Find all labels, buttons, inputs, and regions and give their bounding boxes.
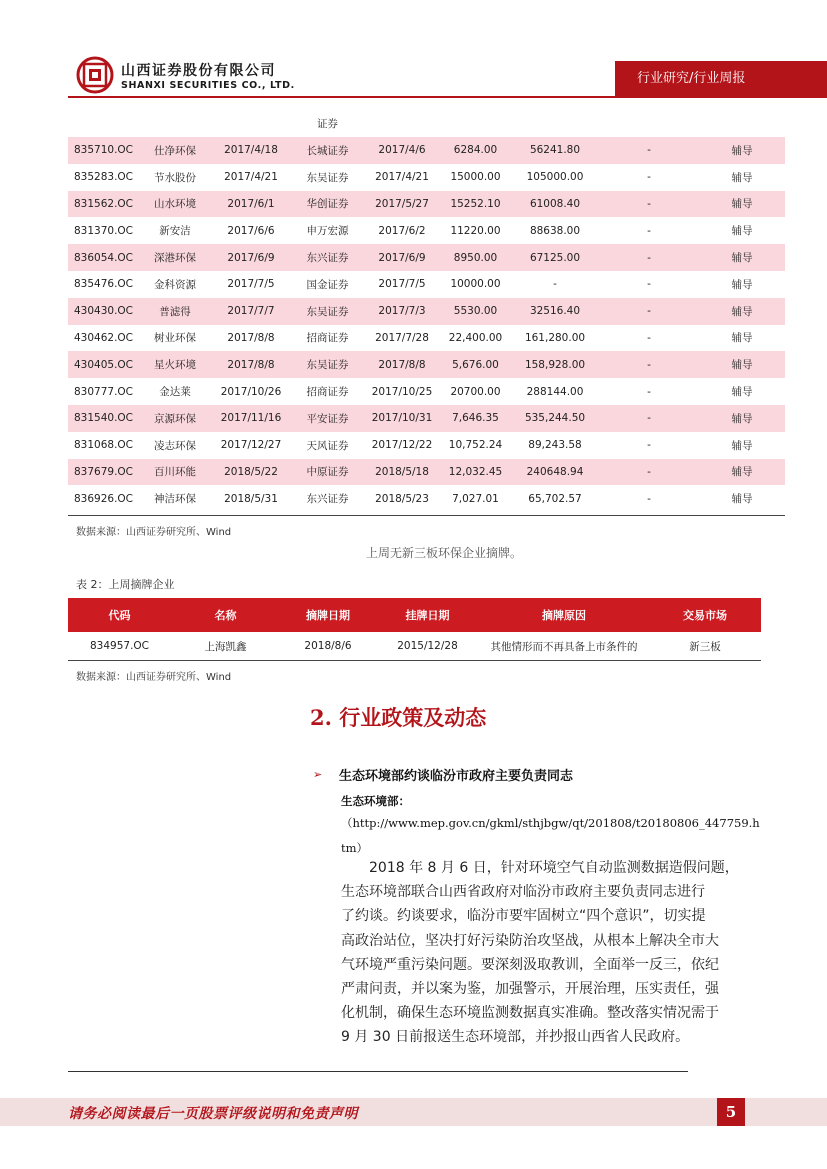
table-header-cell: 名称 (171, 598, 280, 632)
table-cell: - (647, 492, 651, 505)
table-row (68, 632, 761, 661)
table-cell: - (599, 405, 699, 432)
table-cell: 836054.OC (68, 244, 139, 271)
table-cell: 56241.80 (511, 137, 599, 164)
table-cell: 中原证券 (291, 459, 364, 486)
table-cell: 2017/7/28 (375, 331, 429, 344)
table-cell: 836926.OC (73, 492, 134, 505)
table-cell: 11220.00 (450, 224, 501, 237)
table-cell: 10,752.24 (448, 439, 503, 452)
table-row (68, 485, 785, 512)
table-cell: 837679.OC (68, 459, 139, 486)
table-cell: 67125.00 (511, 244, 599, 271)
paragraph-line: 气环境严重污染问题。要深刻汲取教训，全面举一反三，依纪 (341, 956, 719, 973)
paragraph-line: 化机制，确保生态环境监测数据真实准确。整改落实情况需于 (341, 1005, 719, 1022)
table-cell: 神洁环保 (154, 493, 196, 506)
table-row (68, 432, 785, 459)
table-cell: 831540.OC (68, 405, 139, 432)
table-row (68, 378, 785, 405)
table-cell: 2017/6/9 (211, 244, 291, 271)
table-cell: 61008.40 (511, 191, 599, 218)
table-row (68, 244, 785, 271)
delisting-note: 上周无新三板环保企业摘牌。 (366, 546, 523, 560)
table-cell: 2017/4/21 (224, 171, 278, 184)
table-cell: 830777.OC (73, 385, 134, 398)
table-cell: 2017/11/16 (211, 405, 291, 432)
table-cell: 2018/5/23 (375, 492, 429, 505)
table-cell: - (599, 137, 699, 164)
table-cell: 2017/10/26 (220, 385, 282, 398)
table-cell: 辅导 (699, 244, 785, 271)
table-cell: 430430.OC (68, 298, 139, 325)
table-cell: 凌志环保 (154, 439, 196, 452)
table-cell: 32516.40 (511, 298, 599, 325)
table-cell: 2017/6/2 (378, 224, 426, 237)
bullet-arrow-icon: ➢ (313, 768, 323, 781)
footer-divider (68, 1071, 688, 1072)
table-cell: 2017/10/31 (364, 405, 440, 432)
company-name-en: SHANXI SECURITIES CO., LTD. (121, 80, 295, 91)
table-row (68, 298, 785, 325)
table-cell: - (599, 351, 699, 378)
table-cell: - (647, 171, 651, 184)
table-cell: 22,400.00 (448, 331, 503, 344)
table-cell: 辅导 (731, 171, 753, 184)
disclaimer-text: 请务必阅读最后一页股票评级说明和免责声明 (68, 1106, 358, 1122)
table-cell: 65,702.57 (528, 492, 582, 505)
table-cell: 东吴证券 (291, 298, 364, 325)
table-cell: 星火环境 (139, 351, 211, 378)
table-cell: - (647, 224, 651, 237)
table-cell: 2018/5/22 (211, 459, 291, 486)
table-cell: 430462.OC (73, 331, 134, 344)
table-cell: 7,027.01 (452, 492, 499, 505)
table-cell: 辅导 (731, 278, 753, 291)
table-cell: 20700.00 (450, 385, 501, 398)
table-cell: 2017/7/3 (364, 298, 440, 325)
table-cell: 2017/6/9 (364, 244, 440, 271)
table-cell: 新三板 (649, 632, 761, 661)
table-cell: 东兴证券 (306, 493, 349, 506)
table-cell: 长城证券 (291, 137, 364, 164)
table-cell: 2017/8/8 (364, 351, 440, 378)
table-cell: 5,676.00 (440, 351, 511, 378)
report-type-tag: 行业研究/行业周报 (615, 61, 827, 97)
table-cell: 161,280.00 (524, 331, 586, 344)
table-cell: 6284.00 (440, 137, 511, 164)
table-cell: 东吴证券 (291, 351, 364, 378)
table-cell: - (599, 244, 699, 271)
table-row (68, 191, 785, 218)
table-row (68, 217, 785, 244)
table-cell: 辅导 (699, 351, 785, 378)
table-row (68, 325, 785, 352)
table-cell: 2017/12/27 (220, 439, 282, 452)
paragraph-line: 严肃问责，并以案为鉴，加强警示，开展治理，压实责任，强 (341, 981, 719, 998)
table-cell: - (647, 278, 651, 291)
table-cell: 百川环能 (139, 459, 211, 486)
table-cell: 15252.10 (440, 191, 511, 218)
logo-emblem-icon (76, 56, 114, 94)
table-cell: - (647, 439, 651, 452)
paragraph-line: 了约谈。约谈要求，临汾市要牢固树立“四个意识”，切实提 (341, 908, 706, 925)
table-cell: 申万宏源 (306, 225, 349, 238)
table-cell: 7,646.35 (440, 405, 511, 432)
table-cell: 831370.OC (73, 224, 134, 237)
table-cell: 辅导 (699, 459, 785, 486)
listing-table (68, 110, 785, 512)
table-cell: 普滤得 (139, 298, 211, 325)
table-cell: 10000.00 (450, 278, 501, 291)
table-cell: - (599, 459, 699, 486)
table-cell: - (647, 331, 651, 344)
paragraph-line: 生态环境部联合山西省政府对临汾市政府主要负责同志进行 (341, 884, 705, 901)
table-cell: 证券 (317, 118, 338, 130)
table-row (68, 405, 785, 432)
table-cell: - (553, 278, 557, 291)
table-header-cell: 摘牌原因 (479, 598, 649, 632)
table-cell: 2018/5/18 (364, 459, 440, 486)
table-cell: 2018/8/6 (280, 632, 376, 661)
company-logo (76, 56, 114, 94)
table-cell: - (599, 298, 699, 325)
table-cell: 山水环境 (139, 191, 211, 218)
table-cell: 树业环保 (154, 332, 196, 345)
table-cell: 2017/5/27 (364, 191, 440, 218)
table-cell: 金达莱 (159, 386, 191, 399)
table-row (68, 137, 785, 164)
table-header-cell: 代码 (68, 598, 171, 632)
table-cell: 2017/6/6 (227, 224, 275, 237)
table-cell: 金科资源 (154, 278, 196, 291)
paragraph-line: 2018 年 8 月 6 日，针对环境空气自动监测数据造假问题， (369, 860, 739, 876)
table-header-cell: 摘牌日期 (280, 598, 376, 632)
table-cell: 天风证券 (306, 439, 349, 452)
table-cell: 2017/7/5 (378, 278, 426, 291)
table-cell: 8950.00 (440, 244, 511, 271)
table-cell: 东吴证券 (306, 171, 349, 184)
company-name-cn: 山西证券股份有限公司 (121, 63, 276, 79)
table-cell: 2017/4/21 (375, 171, 429, 184)
table-cell: 国金证券 (306, 278, 349, 291)
table-cell: - (647, 385, 651, 398)
page-number: 5 (717, 1098, 745, 1126)
table1-source: 数据来源：山西证券研究所、Wind (76, 527, 232, 538)
table-cell: 12,032.45 (440, 459, 511, 486)
table-row (68, 351, 785, 378)
table-cell: 2017/4/18 (211, 137, 291, 164)
delisting-table (68, 598, 761, 661)
table-cell: 535,244.50 (511, 405, 599, 432)
table-cell: 2017/7/7 (211, 298, 291, 325)
table-cell: 其他情形而不再具备上市条件的 (479, 632, 649, 661)
table-cell: 京源环保 (139, 405, 211, 432)
table-cell: 89,243.58 (528, 439, 582, 452)
table-cell: 2018/5/31 (224, 492, 278, 505)
table-cell: 2017/6/1 (211, 191, 291, 218)
table-cell: 东兴证券 (291, 244, 364, 271)
news-title: 生态环境部约谈临汾市政府主要负责同志 (339, 769, 574, 784)
table-header-cell: 交易市场 (649, 598, 761, 632)
table-cell: - (599, 191, 699, 218)
table-cell: 上海凯鑫 (171, 632, 280, 661)
paragraph-line: 高政治站位，坚决打好污染防治攻坚战，从根本上解决全市大 (341, 932, 719, 949)
table-cell: 辅导 (699, 191, 785, 218)
table-cell: 2017/10/25 (371, 385, 433, 398)
table-cell: 新安洁 (159, 225, 191, 238)
header-divider (68, 96, 827, 98)
news-paragraph (341, 856, 759, 1050)
table-cell: 华创证券 (291, 191, 364, 218)
table-row (68, 459, 785, 486)
table-cell: 平安证券 (291, 405, 364, 432)
table-cell: 288144.00 (526, 385, 584, 398)
table-cell: 158,928.00 (511, 351, 599, 378)
table-row (68, 110, 785, 137)
table-cell: 辅导 (731, 493, 753, 506)
table-cell: 835710.OC (68, 137, 139, 164)
table-cell: 2017/8/8 (211, 351, 291, 378)
news-url-line2[interactable]: tm） (341, 841, 369, 855)
table-cell: 835283.OC (73, 171, 134, 184)
table-cell: 招商证券 (306, 332, 349, 345)
section-title: 2. 行业政策及动态 (310, 705, 487, 730)
table-row (68, 164, 785, 191)
table-cell: 88638.00 (529, 224, 581, 237)
table-cell: 2017/4/6 (364, 137, 440, 164)
table-cell: 831562.OC (68, 191, 139, 218)
table-cell: 2017/8/8 (227, 331, 275, 344)
table-cell: 15000.00 (450, 171, 501, 184)
paragraph-line: 9 月 30 日前报送生态环境部，并抄报山西省人民政府。 (341, 1029, 690, 1046)
table-cell: 辅导 (731, 332, 753, 345)
table-cell: 835476.OC (73, 278, 134, 291)
table2-caption: 表 2：上周摘牌企业 (76, 578, 175, 591)
table-cell: 招商证券 (306, 386, 349, 399)
table-header-cell: 挂牌日期 (376, 598, 479, 632)
table-cell: 辅导 (699, 137, 785, 164)
table-cell: 深港环保 (139, 244, 211, 271)
table-bottom-rule (68, 515, 785, 516)
table-cell: 辅导 (731, 386, 753, 399)
table-cell: 430405.OC (68, 351, 139, 378)
table-cell: 2017/7/5 (227, 278, 275, 291)
table-cell: 辅导 (731, 439, 753, 452)
table-header-row (68, 598, 761, 632)
table-row (68, 271, 785, 298)
news-source-dept: 生态环境部： (341, 794, 410, 808)
table-cell: 节水股份 (154, 171, 196, 184)
table-cell: 5530.00 (440, 298, 511, 325)
table-cell: 仕净环保 (139, 137, 211, 164)
table-cell: 辅导 (699, 298, 785, 325)
table-cell: 辅导 (731, 225, 753, 238)
table-cell: 240648.94 (511, 459, 599, 486)
table2-source: 数据来源：山西证券研究所、Wind (76, 672, 232, 683)
table-cell: 834957.OC (68, 632, 171, 661)
table-cell: 2015/12/28 (376, 632, 479, 661)
table-cell: 2017/12/22 (371, 439, 433, 452)
table-cell: 辅导 (699, 405, 785, 432)
news-url-line1[interactable]: （http://www.mep.gov.cn/gkml/sthjbgw/qt/201808/t20180806_447759.h (341, 816, 760, 830)
table-cell: 105000.00 (526, 171, 584, 184)
table-cell: 831068.OC (73, 439, 134, 452)
